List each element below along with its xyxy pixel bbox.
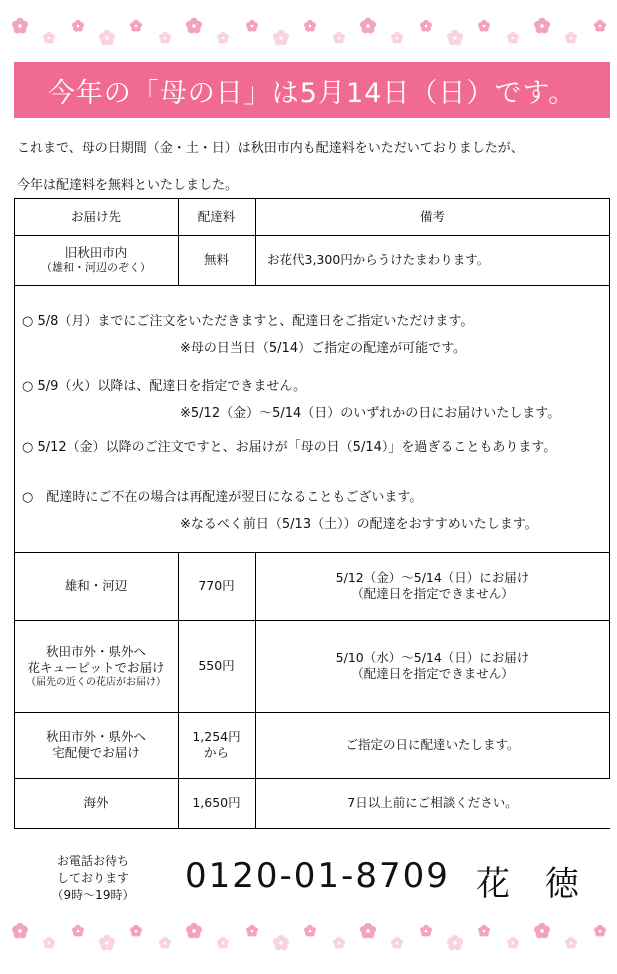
flower-icon	[534, 923, 550, 939]
row-takuhaibin-fee-cell	[178, 712, 255, 778]
row-hanacupid-fee: 550円	[198, 658, 235, 673]
header-destination: お届け先	[70, 208, 121, 224]
row-hanacupid-note-1: 5/10（水）～5/14（日）にお届け	[335, 650, 530, 665]
flower-icon	[217, 32, 229, 44]
flower-icon	[360, 18, 376, 34]
flower-icon	[565, 32, 577, 44]
header-fee: 配達料	[197, 208, 236, 224]
flower-icon	[99, 935, 115, 951]
row-hanacupid-note-cell	[255, 620, 610, 712]
flower-icon	[333, 937, 345, 949]
phone-label-2: しております	[56, 871, 129, 885]
row-takuhaibin-fee-1: 1,254円	[192, 729, 241, 744]
flower-icon	[12, 923, 28, 939]
phone-hours-label	[38, 853, 148, 904]
flower-icon	[594, 20, 606, 32]
flower-icon	[273, 30, 289, 46]
intro-line-2: 今年は配達料を無料といたしました。	[17, 178, 239, 193]
note-line-4: ※5/12（金）～5/14（日）のいずれかの日にお届けいたします。	[180, 406, 561, 421]
flower-icon	[447, 935, 463, 951]
flower-icon	[186, 18, 202, 34]
flower-icon	[159, 32, 171, 44]
flower-icon	[594, 925, 606, 937]
flower-icon	[72, 20, 84, 32]
flower-icon	[565, 937, 577, 949]
flower-icon	[507, 32, 519, 44]
row-takuhaibin-destination-cell	[14, 712, 178, 778]
akita-note: お花代3,300円からうけたまわります。	[267, 252, 490, 267]
flower-icon	[130, 20, 142, 32]
akita-destination-sub: （雄和・河辺のぞく）	[41, 261, 151, 274]
flower-icon	[99, 30, 115, 46]
flower-icon	[43, 32, 55, 44]
note-line-5: ○ 5/12（金）以降のご注文ですと、お届けが「母の日（5/14）」を過ぎることもあります。	[22, 440, 557, 455]
flower-icon	[478, 20, 490, 32]
intro-line-1: これまで、母の日期間（金・土・日）は秋田市内も配達料をいただいておりましたが、	[17, 141, 524, 156]
flower-icon	[304, 20, 316, 32]
row-hanacupid-dest-2: 花キューピットでお届け	[27, 659, 165, 675]
flower-icon	[43, 937, 55, 949]
row-yuwa-note-2: （配達日を指定できません）	[351, 586, 514, 601]
row-yuwa-fee: 770円	[198, 578, 235, 593]
shop-name: 花 徳	[476, 864, 591, 904]
akita-fee: 無料	[203, 252, 229, 267]
flower-border-bottom	[0, 917, 617, 957]
flower-icon	[246, 925, 258, 937]
row-hanacupid-note-2: （配達日を指定できません）	[351, 666, 514, 681]
phone-hours: （9時～19時）	[51, 888, 135, 902]
phone-number[interactable]: 0120-01-8709	[185, 856, 450, 896]
flower-icon	[159, 937, 171, 949]
row-takuhaibin-dest-1: 秋田市外・県外へ	[45, 729, 146, 744]
flower-icon	[420, 20, 432, 32]
flower-icon	[391, 937, 403, 949]
note-line-2: ※母の日当日（5/14）ご指定の配達が可能です。	[180, 341, 467, 356]
flower-icon	[534, 18, 550, 34]
row-yuwa-note-1: 5/12（金）～5/14（日）にお届け	[335, 570, 530, 585]
delivery-fee-table	[14, 198, 610, 830]
flower-icon	[273, 935, 289, 951]
flower-icon	[360, 923, 376, 939]
row-overseas-destination: 海外	[83, 795, 109, 810]
header-remarks: 備考	[419, 208, 445, 224]
row-takuhaibin-dest-2: 宅配便でお届け	[52, 745, 140, 760]
note-line-1: ○ 5/8（月）までにご注文をいただきますと、配達日をご指定いただけます。	[22, 314, 474, 329]
flower-icon	[478, 925, 490, 937]
flower-icon	[420, 925, 432, 937]
flower-icon	[304, 925, 316, 937]
flower-icon	[72, 925, 84, 937]
flower-icon	[217, 937, 229, 949]
flower-icon	[333, 32, 345, 44]
flower-icon	[246, 20, 258, 32]
note-line-3: ○ 5/9（火）以降は、配達日を指定できません。	[22, 379, 307, 394]
flower-icon	[447, 30, 463, 46]
note-line-7: ※なるべく前日（5/13（土））の配達をおすすめいたします。	[180, 517, 538, 532]
page-title: 今年の「母の日」は5月14日（日）です。	[47, 77, 577, 109]
row-overseas-fee: 1,650円	[192, 795, 241, 810]
flower-icon	[186, 923, 202, 939]
row-takuhaibin-note: ご指定の日に配達いたします。	[345, 737, 520, 752]
flower-icon	[12, 18, 28, 34]
row-overseas-note: 7日以上前にご相談ください。	[347, 795, 518, 810]
akita-destination: 旧秋田市内	[64, 245, 128, 260]
row-hanacupid-dest-3: （届先の近くの花店がお届け）	[26, 676, 166, 688]
akita-destination-cell	[14, 235, 178, 285]
page-title-banner	[14, 62, 610, 118]
note-line-6: ○ 配達時にご不在の場合は再配達が翌日になることもございます。	[22, 490, 423, 505]
flower-icon	[130, 925, 142, 937]
row-hanacupid-dest-1: 秋田市外・県外へ	[45, 643, 146, 659]
phone-label-1: お電話お待ち	[56, 854, 129, 868]
row-hanacupid-destination-cell	[14, 620, 178, 712]
flower-icon	[391, 32, 403, 44]
row-yuwa-note-cell	[255, 552, 610, 620]
flower-icon	[507, 937, 519, 949]
row-takuhaibin-fee-2: から	[203, 745, 229, 760]
flower-border-top	[0, 12, 617, 52]
row-yuwa-destination: 雄和・河辺	[64, 578, 128, 593]
